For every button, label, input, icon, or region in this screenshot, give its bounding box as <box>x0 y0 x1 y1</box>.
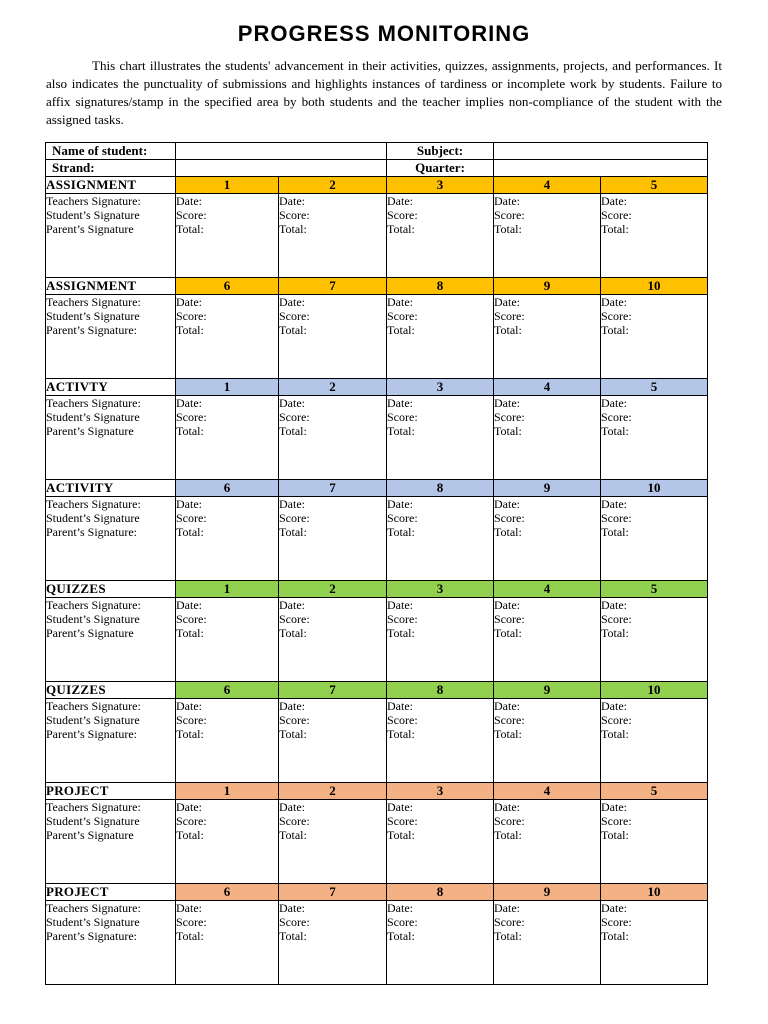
item-number: 7 <box>279 884 387 901</box>
entry-field-label: Date: <box>601 901 627 915</box>
section-header-row <box>46 682 708 699</box>
entry-cell[interactable] <box>494 497 601 581</box>
entry-field-label: Score: <box>176 208 207 222</box>
signature-block[interactable] <box>46 901 176 985</box>
entry-cell[interactable] <box>387 800 494 884</box>
entry-field-label: Total: <box>494 626 522 640</box>
entry-field-label: Total: <box>387 929 415 943</box>
entry-field-label: Score: <box>387 915 418 929</box>
entry-field-label: Date: <box>387 598 413 612</box>
entry-cell[interactable] <box>387 194 494 278</box>
signature-block[interactable] <box>46 598 176 682</box>
entry-field-label: Date: <box>601 699 627 713</box>
signature-block[interactable] <box>46 295 176 379</box>
entry-field-label: Total: <box>387 424 415 438</box>
entry-field-label: Total: <box>387 727 415 741</box>
entry-field-label: Total: <box>279 828 307 842</box>
signature-label: Parent’s Signature: <box>46 323 137 337</box>
section-header-row <box>46 884 708 901</box>
entry-field-label: Total: <box>387 222 415 236</box>
entry-field-label: Total: <box>601 727 629 741</box>
entry-cell[interactable] <box>387 901 494 985</box>
entry-cell[interactable] <box>601 295 708 379</box>
entry-field-label: Total: <box>494 929 522 943</box>
item-number: 5 <box>601 177 708 194</box>
entry-field-label: Score: <box>279 511 310 525</box>
item-number: 3 <box>387 177 494 194</box>
subject-label: Subject: <box>387 143 494 160</box>
entry-field-label: Total: <box>494 323 522 337</box>
entry-cell[interactable] <box>601 901 708 985</box>
entry-field-label: Total: <box>279 323 307 337</box>
item-number: 9 <box>494 480 601 497</box>
entry-field-label: Date: <box>601 800 627 814</box>
section-header-row <box>46 379 708 396</box>
entry-field-label: Total: <box>176 424 204 438</box>
signature-block[interactable] <box>46 699 176 783</box>
entry-field-label: Date: <box>601 396 627 410</box>
entry-field-label: Total: <box>176 828 204 842</box>
item-number: 10 <box>601 682 708 699</box>
signature-label: Student’s Signature <box>46 410 140 424</box>
signature-label: Student’s Signature <box>46 612 140 626</box>
entry-cell[interactable] <box>494 396 601 480</box>
section-body-row <box>46 699 708 783</box>
section-body-row <box>46 598 708 682</box>
signature-label: Teachers Signature: <box>46 598 141 612</box>
entry-field-label: Date: <box>176 396 202 410</box>
signature-label: Student’s Signature <box>46 511 140 525</box>
item-number: 1 <box>176 379 279 396</box>
section-label: ASSIGNMENT <box>46 278 176 295</box>
page-title: PROGRESS MONITORING <box>237 21 531 46</box>
signature-label: Parent’s Signature <box>46 626 134 640</box>
entry-cell[interactable] <box>494 194 601 278</box>
entry-cell[interactable] <box>279 194 387 278</box>
entry-field-label: Score: <box>601 814 632 828</box>
item-number: 4 <box>494 783 601 800</box>
entry-field-label: Total: <box>601 929 629 943</box>
item-number: 1 <box>176 581 279 598</box>
entry-field-label: Date: <box>494 800 520 814</box>
entry-field-label: Total: <box>387 323 415 337</box>
entry-field-label: Date: <box>387 800 413 814</box>
strand-info-row <box>46 160 708 177</box>
item-number: 8 <box>387 682 494 699</box>
entry-field-label: Total: <box>601 424 629 438</box>
entry-field-label: Score: <box>387 713 418 727</box>
item-number: 2 <box>279 177 387 194</box>
entry-field-label: Date: <box>601 194 627 208</box>
name-label: Name of student: <box>46 143 176 160</box>
item-number: 6 <box>176 682 279 699</box>
signature-block[interactable] <box>46 800 176 884</box>
entry-field-label: Score: <box>387 814 418 828</box>
entry-cell[interactable] <box>176 295 279 379</box>
entry-field-label: Total: <box>601 525 629 539</box>
entry-field-label: Date: <box>279 699 305 713</box>
entry-field-label: Date: <box>601 598 627 612</box>
entry-field-label: Date: <box>494 901 520 915</box>
entry-field-label: Score: <box>279 814 310 828</box>
section-body-row <box>46 901 708 985</box>
section-header-row <box>46 480 708 497</box>
item-number: 7 <box>279 278 387 295</box>
entry-cell[interactable] <box>601 598 708 682</box>
signature-label: Student’s Signature <box>46 713 140 727</box>
entry-field-label: Score: <box>279 612 310 626</box>
entry-field-label: Date: <box>387 295 413 309</box>
entry-field-label: Total: <box>176 525 204 539</box>
entry-field-label: Date: <box>387 699 413 713</box>
item-number: 4 <box>494 379 601 396</box>
entry-field-label: Date: <box>601 497 627 511</box>
entry-field-label: Total: <box>601 323 629 337</box>
section-label: QUIZZES <box>46 581 176 598</box>
entry-field-label: Score: <box>176 814 207 828</box>
item-number: 6 <box>176 480 279 497</box>
entry-field-label: Score: <box>279 713 310 727</box>
entry-cell[interactable] <box>494 901 601 985</box>
entry-cell[interactable] <box>387 295 494 379</box>
entry-cell[interactable] <box>279 901 387 985</box>
entry-field-label: Total: <box>494 727 522 741</box>
entry-field-label: Score: <box>387 511 418 525</box>
signature-block[interactable] <box>46 396 176 480</box>
section-label: PROJECT <box>46 783 176 800</box>
section-header-row <box>46 581 708 598</box>
student-info-row <box>46 143 708 160</box>
entry-field-label: Total: <box>601 626 629 640</box>
item-number: 2 <box>279 379 387 396</box>
signature-label: Teachers Signature: <box>46 396 141 410</box>
entry-field-label: Total: <box>279 424 307 438</box>
entry-field-label: Total: <box>494 222 522 236</box>
entry-field-label: Total: <box>387 828 415 842</box>
entry-field-label: Date: <box>279 497 305 511</box>
entry-field-label: Total: <box>387 525 415 539</box>
entry-cell[interactable] <box>601 800 708 884</box>
item-number: 2 <box>279 783 387 800</box>
progress-table <box>45 142 708 985</box>
entry-field-label: Date: <box>279 295 305 309</box>
subject-field[interactable] <box>494 143 708 160</box>
item-number: 7 <box>279 480 387 497</box>
signature-label: Teachers Signature: <box>46 497 141 511</box>
entry-field-label: Total: <box>279 626 307 640</box>
entry-field-label: Score: <box>387 612 418 626</box>
entry-cell[interactable] <box>601 396 708 480</box>
item-number: 5 <box>601 581 708 598</box>
entry-field-label: Score: <box>601 713 632 727</box>
section-label: ASSIGNMENT <box>46 177 176 194</box>
entry-cell[interactable] <box>279 396 387 480</box>
entry-cell[interactable] <box>176 598 279 682</box>
item-number: 6 <box>176 884 279 901</box>
item-number: 3 <box>387 379 494 396</box>
entry-field-label: Date: <box>176 800 202 814</box>
entry-field-label: Date: <box>279 800 305 814</box>
entry-field-label: Score: <box>387 410 418 424</box>
entry-field-label: Score: <box>176 612 207 626</box>
signature-label: Teachers Signature: <box>46 699 141 713</box>
entry-cell[interactable] <box>279 699 387 783</box>
signature-label: Student’s Signature <box>46 309 140 323</box>
entry-cell[interactable] <box>176 800 279 884</box>
entry-field-label: Score: <box>279 915 310 929</box>
entry-field-label: Total: <box>387 626 415 640</box>
entry-field-label: Score: <box>601 915 632 929</box>
entry-field-label: Date: <box>494 194 520 208</box>
entry-field-label: Score: <box>279 410 310 424</box>
section-body-row <box>46 194 708 278</box>
entry-field-label: Date: <box>279 598 305 612</box>
entry-field-label: Score: <box>279 208 310 222</box>
entry-field-label: Total: <box>494 424 522 438</box>
entry-field-label: Score: <box>494 208 525 222</box>
entry-cell[interactable] <box>494 800 601 884</box>
section-label: PROJECT <box>46 884 176 901</box>
signature-label: Parent’s Signature <box>46 828 134 842</box>
signature-block[interactable] <box>46 194 176 278</box>
entry-field-label: Score: <box>279 309 310 323</box>
entry-field-label: Date: <box>279 396 305 410</box>
entry-field-label: Date: <box>176 598 202 612</box>
strand-label: Strand: <box>46 160 176 177</box>
section-body-row <box>46 497 708 581</box>
signature-label: Parent’s Signature <box>46 424 134 438</box>
entry-cell[interactable] <box>279 295 387 379</box>
entry-field-label: Score: <box>176 410 207 424</box>
entry-cell[interactable] <box>494 295 601 379</box>
entry-cell[interactable] <box>494 598 601 682</box>
entry-field-label: Score: <box>176 511 207 525</box>
entry-field-label: Date: <box>176 194 202 208</box>
signature-label: Parent’s Signature: <box>46 525 137 539</box>
entry-cell[interactable] <box>279 598 387 682</box>
entry-cell[interactable] <box>601 699 708 783</box>
section-body-row <box>46 295 708 379</box>
entry-cell[interactable] <box>176 396 279 480</box>
entry-field-label: Total: <box>279 727 307 741</box>
entry-cell[interactable] <box>387 497 494 581</box>
entry-field-label: Total: <box>176 222 204 236</box>
entry-field-label: Date: <box>279 194 305 208</box>
entry-field-label: Date: <box>176 295 202 309</box>
signature-label: Parent’s Signature: <box>46 727 137 741</box>
entry-field-label: Total: <box>176 626 204 640</box>
section-header-row <box>46 177 708 194</box>
entry-field-label: Score: <box>494 713 525 727</box>
signature-label: Teachers Signature: <box>46 901 141 915</box>
strand-field[interactable] <box>176 160 387 177</box>
item-number: 5 <box>601 379 708 396</box>
entry-field-label: Score: <box>494 309 525 323</box>
section-header-row <box>46 783 708 800</box>
entry-field-label: Total: <box>601 222 629 236</box>
entry-field-label: Total: <box>176 727 204 741</box>
entry-field-label: Date: <box>494 396 520 410</box>
entry-field-label: Score: <box>601 208 632 222</box>
entry-field-label: Date: <box>387 194 413 208</box>
entry-field-label: Date: <box>279 901 305 915</box>
entry-field-label: Score: <box>494 612 525 626</box>
entry-field-label: Date: <box>387 396 413 410</box>
signature-label: Student’s Signature <box>46 915 140 929</box>
entry-cell[interactable] <box>601 194 708 278</box>
item-number: 3 <box>387 783 494 800</box>
entry-field-label: Score: <box>601 612 632 626</box>
intro-paragraph: This chart illustrates the students' advancement in their activities, quizzes, assignments, projects, and performances. It also indicates the punctuality of submissions and highlights instances of tardiness or incomplete work by students. Failure to affix signatures/stamp in the specified area by both students and the teacher implies non-compliance of the student with the assigned tasks. <box>46 58 722 127</box>
entry-cell[interactable] <box>279 800 387 884</box>
section-label: QUIZZES <box>46 682 176 699</box>
section-body-row <box>46 800 708 884</box>
entry-field-label: Score: <box>176 713 207 727</box>
entry-field-label: Date: <box>387 497 413 511</box>
name-field[interactable] <box>176 143 387 160</box>
signature-label: Parent’s Signature <box>46 222 134 236</box>
section-label: ACTIVTY <box>46 379 176 396</box>
section-body-row <box>46 396 708 480</box>
entry-field-label: Score: <box>601 309 632 323</box>
item-number: 7 <box>279 682 387 699</box>
entry-cell[interactable] <box>601 497 708 581</box>
entry-field-label: Total: <box>279 525 307 539</box>
entry-cell[interactable] <box>494 699 601 783</box>
item-number: 10 <box>601 278 708 295</box>
entry-field-label: Score: <box>176 309 207 323</box>
signature-label: Teachers Signature: <box>46 295 141 309</box>
entry-field-label: Score: <box>601 511 632 525</box>
entry-cell[interactable] <box>176 699 279 783</box>
signature-label: Teachers Signature: <box>46 800 141 814</box>
entry-cell[interactable] <box>387 699 494 783</box>
item-number: 6 <box>176 278 279 295</box>
entry-field-label: Score: <box>387 309 418 323</box>
item-number: 8 <box>387 480 494 497</box>
entry-cell[interactable] <box>387 598 494 682</box>
entry-field-label: Date: <box>176 699 202 713</box>
signature-label: Student’s Signature <box>46 814 140 828</box>
entry-field-label: Total: <box>176 323 204 337</box>
entry-cell[interactable] <box>176 194 279 278</box>
item-number: 3 <box>387 581 494 598</box>
signature-label: Parent’s Signature: <box>46 929 137 943</box>
signature-block[interactable] <box>46 497 176 581</box>
entry-field-label: Total: <box>601 828 629 842</box>
section-header-row <box>46 278 708 295</box>
entry-field-label: Date: <box>494 295 520 309</box>
item-number: 1 <box>176 783 279 800</box>
entry-cell[interactable] <box>176 901 279 985</box>
entry-field-label: Date: <box>494 497 520 511</box>
entry-field-label: Date: <box>494 598 520 612</box>
entry-field-label: Score: <box>494 915 525 929</box>
entry-field-label: Score: <box>494 511 525 525</box>
entry-field-label: Score: <box>176 915 207 929</box>
quarter-field[interactable] <box>494 160 708 177</box>
entry-field-label: Total: <box>494 828 522 842</box>
entry-field-label: Score: <box>387 208 418 222</box>
item-number: 2 <box>279 581 387 598</box>
item-number: 10 <box>601 884 708 901</box>
item-number: 9 <box>494 682 601 699</box>
item-number: 5 <box>601 783 708 800</box>
item-number: 8 <box>387 884 494 901</box>
entry-cell[interactable] <box>279 497 387 581</box>
entry-cell[interactable] <box>387 396 494 480</box>
entry-field-label: Total: <box>176 929 204 943</box>
entry-field-label: Date: <box>176 497 202 511</box>
item-number: 4 <box>494 177 601 194</box>
entry-field-label: Date: <box>176 901 202 915</box>
item-number: 10 <box>601 480 708 497</box>
item-number: 9 <box>494 884 601 901</box>
entry-cell[interactable] <box>176 497 279 581</box>
entry-field-label: Total: <box>279 222 307 236</box>
entry-field-label: Score: <box>601 410 632 424</box>
signature-label: Student’s Signature <box>46 208 140 222</box>
entry-field-label: Total: <box>279 929 307 943</box>
entry-field-label: Total: <box>494 525 522 539</box>
entry-field-label: Date: <box>387 901 413 915</box>
item-number: 1 <box>176 177 279 194</box>
entry-field-label: Score: <box>494 410 525 424</box>
quarter-label: Quarter: <box>387 160 494 177</box>
section-label: ACTIVITY <box>46 480 176 497</box>
entry-field-label: Date: <box>494 699 520 713</box>
item-number: 8 <box>387 278 494 295</box>
item-number: 9 <box>494 278 601 295</box>
item-number: 4 <box>494 581 601 598</box>
entry-field-label: Date: <box>601 295 627 309</box>
signature-label: Teachers Signature: <box>46 194 141 208</box>
entry-field-label: Score: <box>494 814 525 828</box>
